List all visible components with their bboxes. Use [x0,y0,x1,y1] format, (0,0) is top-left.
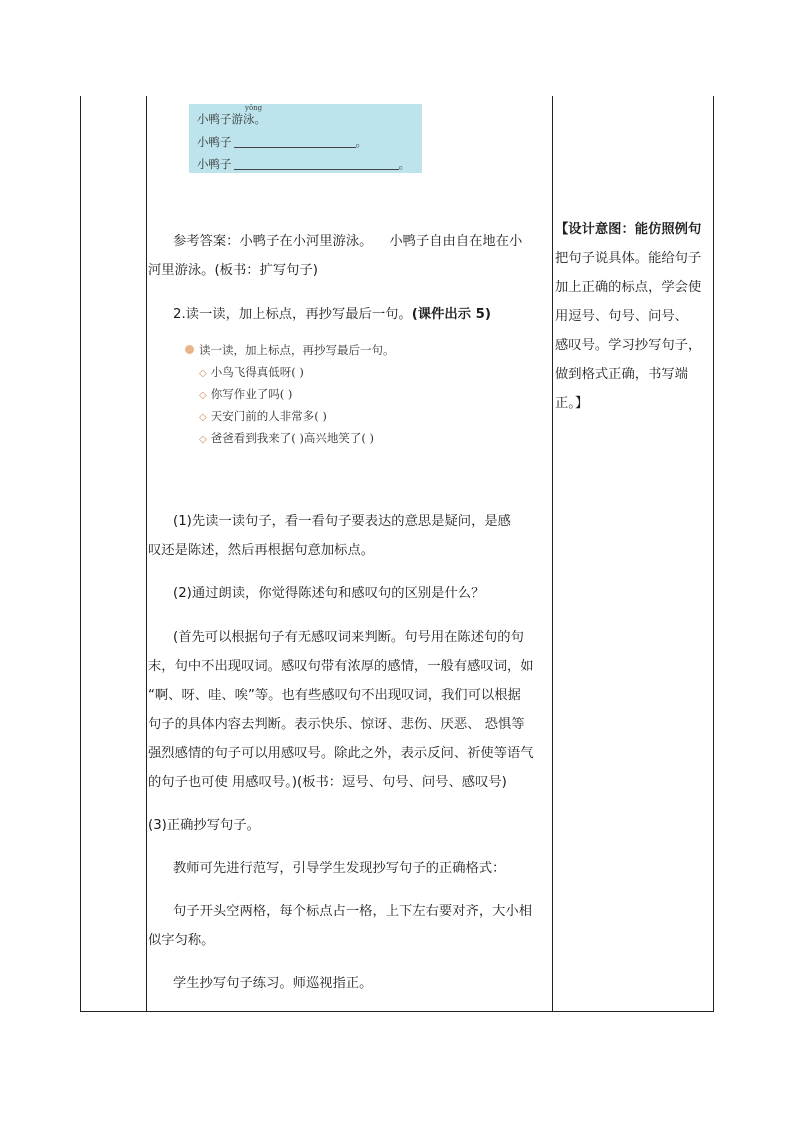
design-intent-line: 正。】 [555,396,589,411]
diamond-bullet-icon: ◇ [199,390,207,401]
exercise1-line3-end: 。 [398,157,410,171]
teacher-line1: 教师可先进行范写，引导学生发现抄写句子的正确格式： [173,861,506,876]
table-right-border [713,96,714,1012]
diamond-bullet-icon: ◇ [199,368,207,379]
table-left-border [80,96,81,1012]
table-divider-2 [552,96,553,1012]
diamond-bullet-icon: ◇ [199,434,207,445]
table-bottom-border [80,1011,714,1012]
exercise1-line1: 小鸭子游泳。 [197,112,266,126]
explain-line: 强烈感情的句子可以用感叹号。除此之外，表示反问、祈使等语气 [148,746,534,761]
explain-line: (首先可以根据句子有无感叹词来判断。句号用在陈述句的句 [173,630,524,645]
answer-line2: 河里游泳。(板书：扩写句子) [148,263,318,278]
explain-line: “啊、呀、哇、唉”等。也有些感叹句不出现叹词，我们可以根据 [148,688,521,703]
pinyin-annotation: yǒng [245,104,263,112]
exercise2-item: ◇ 天安门前的人非常多( ) [199,409,327,423]
exercise2-item: ◇ 你写作业了吗( ) [199,387,293,401]
exercise2-item: ◇ 小鸟飞得真低呀( ) [199,365,304,379]
task2-heading [173,303,491,322]
design-intent-line: 把句子说具体。能给句子 [555,251,702,266]
answer-line1: 参考答案：小鸭子在小河里游泳。 小鸭子自由自在地在小 [173,234,523,249]
design-intent-line: 感叹号。学习抄写句子， [555,338,702,353]
step1-line1: (1)先读一读句子，看一看句子要表达的意思是疑问，是感 [173,514,511,529]
exercise2-item: ◇ 爸爸看到我来了( )高兴地笑了( ) [199,431,374,445]
explain-line: 句子的具体内容去判断。表示快乐、惊讶、悲伤、厌恶、 恐惧等 [148,717,525,732]
design-intent-line: 用逗号、句号、问号、 [555,309,688,324]
step1-line2: 叹还是陈述，然后再根据句意加标点。 [148,543,375,558]
exercise2-heading: 读一读，加上标点，再抄写最后一句。 [199,343,395,357]
exercise1-line3-prefix: 小鸭子 [197,157,232,171]
task2-courseware-label: (课件出示 5) [411,307,491,322]
exercise1-line2-prefix: 小鸭子 [197,135,232,149]
number-badge-icon [185,345,194,354]
exercise1-blank-2 [234,158,399,170]
practice-line1: 学生抄写句子练习。师巡视指正。 [173,976,373,991]
step2-line1: (2)通过朗读，你觉得陈述句和感叹句的区别是什么？ [173,586,485,601]
explain-line: 末，句中不出现叹词。感叹句带有浓厚的感情，一般有感叹词，如 [148,659,534,674]
format-line1: 句子开头空两格，每个标点占一格，上下左右要对齐，大小相 [173,904,533,919]
diamond-bullet-icon: ◇ [199,412,207,423]
exercise1-blank-1 [234,136,356,148]
explain-line: 的句子也可使 用感叹号。)(板书：逗号、句号、问号、感叹号) [148,775,507,790]
exercise1-box [189,104,422,173]
design-intent-line: 【设计意图：能仿照例句 [555,222,702,237]
step3-line1: (3)正确抄写句子。 [148,818,260,833]
design-intent-line: 做到格式正确，书写端 [555,367,688,382]
task2-text: 2.读一读，加上标点，再抄写最后一句。 [173,307,412,322]
format-line2: 似字匀称。 [148,933,215,948]
table-divider-1 [146,96,147,1012]
design-intent-line: 加上正确的标点，学会使 [555,280,702,295]
exercise1-line2-end: 。 [355,135,367,149]
